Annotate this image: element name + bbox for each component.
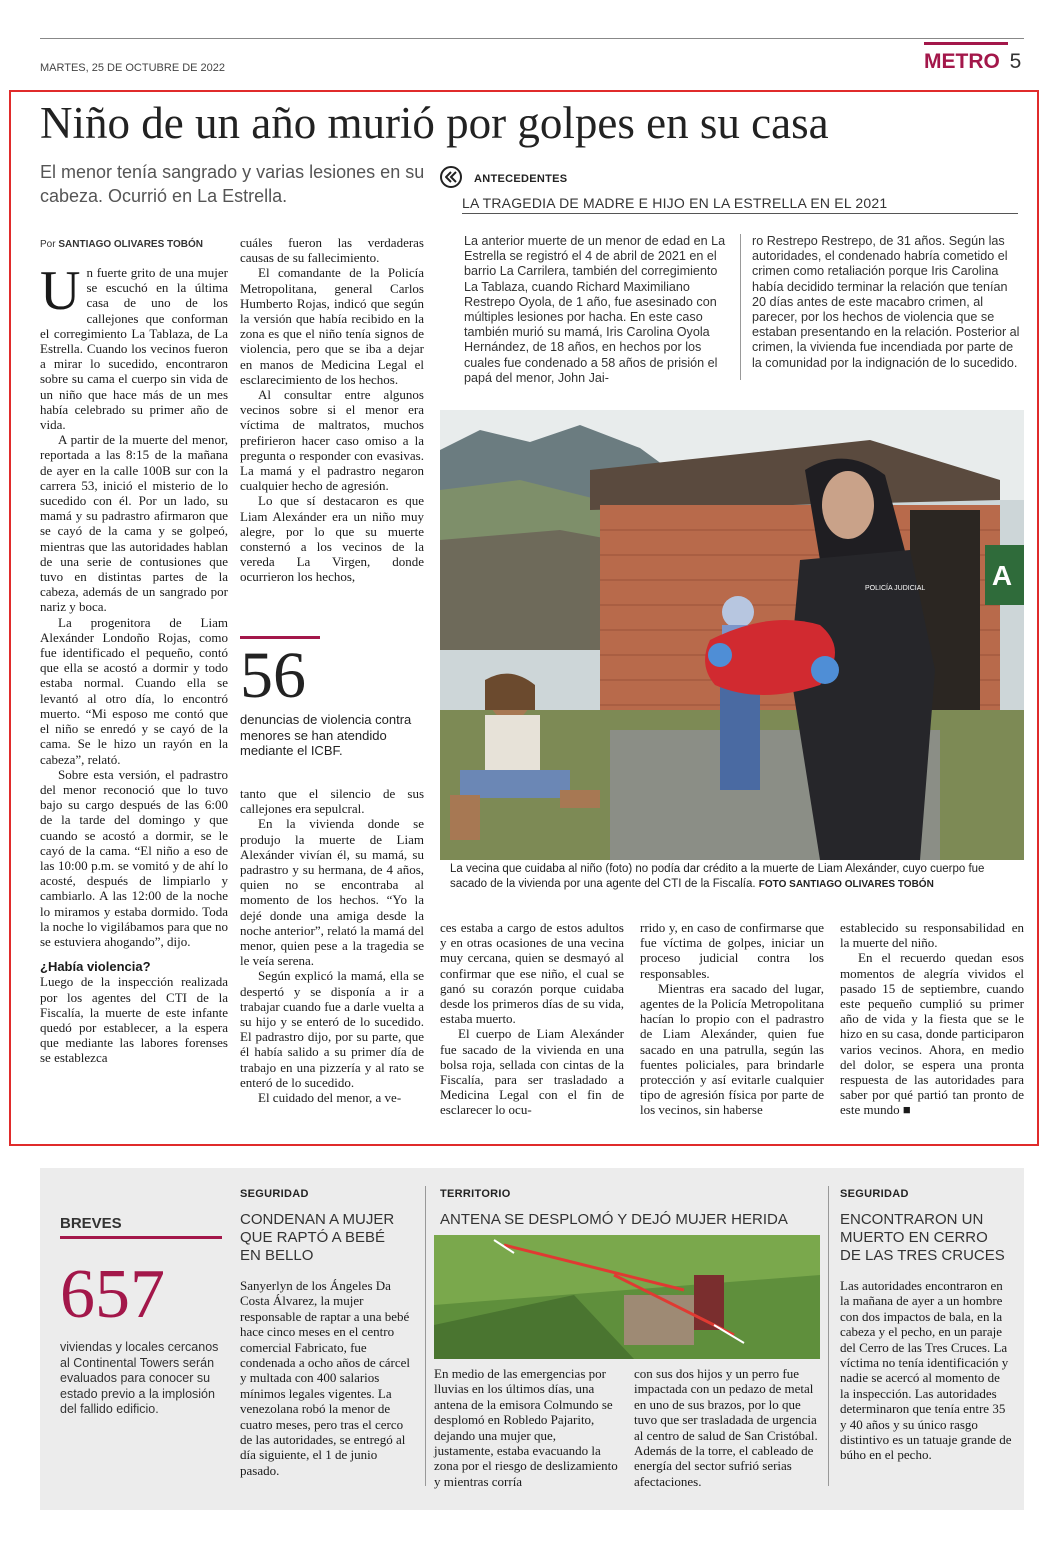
breves-item-3-headline: ENCONTRARON UN MUERTO EN CERRO DE LAS TRES CRUCES [840,1211,1005,1264]
col1-paragraph: Luego de la inspección realizada por los agentes del CTI de la Fiscalía, la muerte de este infante quedó por establecer, a la espera que mediante las labores forenses se establezca [40,974,228,1066]
breves-item-2-body-1: En medio de las emergencias por lluvias en los últimos días, una antena de la emisora Colmundo se desplomó en Robledo Pajarito, dejando una mujer que, justamente, estaba evacuando la zona por el riesgo de deslizamiento y mientras corría [434,1366,618,1489]
antecedentes-kicker: ANTECEDENTES [474,173,568,185]
article-column-1 [40,260,228,1066]
drop-cap: U [40,260,81,322]
col2-paragraph: Lo que sí destacaron es que Liam Alexánder era un niño muy alegre, por lo que su muerte consternó a los vecinos de la vereda La Virgen, donde ocurrieron los hechos, [240,493,424,585]
stat-text: denuncias de violencia contra menores se han atendido mediante el ICBF. [240,712,412,758]
article-column-2-top [240,235,424,585]
breves-divider [425,1186,426,1486]
col2-paragraph: tanto que el silencio de sus callejones era sepulcral. [240,786,424,817]
breves-label: BREVES [60,1215,122,1232]
col1-paragraph: Sobre esta versión, el padrastro del menor reconoció que lo tuvo bajo su cargo después de las 6:00 de la tarde del domingo y que cuando se acostó a dormir, se le cayó de la cama. “El niño a eso de las 10:00 p.m. se vomitó y de ahí lo acosté, después de limpiarlo y cambiarlo. A las 12:00 de la noche lo miramos y estaba dormido. Toda la noche lo vigilábamos para que no se estuviera ahogando”, dijo. [40,766,228,949]
article-column-5 [840,920,1024,1118]
antecedentes-icon [440,166,462,188]
article-column-3 [440,920,624,1118]
col4-paragraph: rrido y, en caso de confirmarse que fue víctima de golpes, iniciar un proceso judicial contra los responsables. [640,920,824,981]
header-date: MARTES, 25 DE OCTUBRE DE 2022 [40,62,226,74]
breves-item-2-body-2: con sus dos hijos y un perro fue impactada con un pedazo de metal en uno de sus brazos, por lo que tuvo que ser trasladada de urgencia al centro de salud de San Cristóbal. Además de la torre, el cableado de energía del sector sufrió serias afectaciones. [634,1366,818,1489]
breves-item-2-headline: ANTENA SE DESPLOMÓ Y DEJÓ MUJER HERIDA [440,1211,788,1228]
section-name: METRO [924,50,1000,73]
col4-paragraph: Mientras era sacado del lugar, agentes de la Policía Metropolitana hacían lo propio con el padrastro de Liam Alexánder, quien fue sacado en una patrulla, según las fuentes policiales, para brindarle protección y así evitarle cualquier tipo de agresión física por parte de los vecinos, sin haberse [640,980,824,1118]
subhead: ¿Había violencia? [40,959,151,975]
col3-paragraph: El cuerpo de Liam Alexánder fue sacado de la vivienda en una bolsa roja, sellada con cintas de la Fiscalía, para ser trasladado a Medicina Legal con el fin de esclarecer lo ocu- [440,1026,624,1118]
breves-item-1-body: Sanyerlyn de los Ángeles Da Costa Álvarez, la mujer responsable de raptar a una bebé hace cinco meses en el centro comercial Fabricato, fue condenada a ocho años de cárcel y multada con 400 salarios mínimos legales vigentes. La venezolana robó la menor de cuatro meses, pero tras el cerco de las autoridades, se entregó al día siguiente, el 1 de junio pasado. [240,1278,410,1478]
main-photo [440,410,1024,860]
article-column-4 [640,920,824,1118]
article-subtitle: El menor tenía sangrado y varias lesiones en su cabeza. Ocurrió en La Estrella. [40,162,425,206]
section-label [924,50,1021,74]
col2-paragraph: El comandante de la Policía Metropolitana, general Carlos Humberto Rojas, indicó que según la versión que había recibido en la zona es que el niño tenía signos de violencia, pero que se iba a dejar en manos de Medicina Legal el esclarecimiento de los hechos. [240,265,424,387]
article-column-2-bottom [240,786,424,1105]
col3-paragraph: ces estaba a cargo de estos adultos y en otras ocasiones de una vecina muy cercana, quien se desmayó al confirmar que ese niño, el cual se ganó su corazón porque cuidaba desde los primeros días de su vida, estaba muerto. [440,920,624,1027]
byline-author: SANTIAGO OLIVARES TOBÓN [58,239,203,250]
photo-vest-text: POLICÍA JUDICIAL [865,585,926,592]
photo-scene [440,410,1024,860]
breves-rule [60,1236,222,1239]
antenna-photo [434,1235,820,1359]
breves-divider [828,1186,829,1486]
byline [40,239,203,250]
col1-paragraph: n fuerte grito de una mujer se escuchó en la última casa de uno de los callejones que conforman el corregimiento La Tablaza, de La Estrella. Cuando los vecinos fueron a mirar lo sucedido, encontraron sobre su cama el cuerpo sin vida de un niño que hace más de un mes había celebrado su primer año de vida. [40,265,228,433]
col2-paragraph: Según explicó la mamá, ella se despertó y se disponía a ir a trabajar cuando fue a darle vuelta a su hijo y se enteró de lo sucedido. El padrastro dijo, por su parte, que él había salido a su primer día de trabajo en una pizzería y al rato se enteró de lo sucedido. [240,968,424,1090]
breves-item-1-kicker: SEGURIDAD [240,1188,309,1200]
header-rule [40,38,1024,39]
photo-caption [450,862,1020,892]
caption-text: La vecina que cuidaba al niño (foto) no podía dar crédito a la muerte de Liam Alexánder, cuyo cuerpo fue sacado de la vivienda por una agente del CTI de la Fiscalía. [450,863,985,890]
breves-item-3-kicker: SEGURIDAD [840,1188,909,1200]
col1-paragraph: A partir de la muerte del menor, reportada a las 8:15 de la mañana de ayer en la calle 100B sur con la carrera 53, inició el misterio de lo sucedido con él. Por un lado, su mamá y su padrastro afirmaron que se cayó de la cama y se golpeó, mientras que las autoridades hablan de una serie de contusiones que tuvo en distintas partes de la cabeza, además de un sangrado por nariz y boca. [40,432,228,615]
stat-number: 56 [240,639,306,712]
antenna-scene [434,1235,820,1359]
page-number: 5 [1009,50,1022,73]
breves-stat-text: viviendas y locales cercanos al Continental Towers serán evaluados para conocer su estado previo a la implosión del fallido edificio. [60,1340,219,1416]
col2-paragraph: En la vivienda donde se produjo la muerte de Liam Alexánder vivían él, su mamá, su padrastro y su hermana, de 4 años, quien no se encontraba al momento de los hechos. “Yo la dejé donde una amiga desde la noche anterior”, relató la mamá del menor, quien pese a la tragedia se le veía serena. [240,816,424,969]
photo-sign-letter: A [991,560,1013,591]
antecedentes-col-1: La anterior muerte de un menor de edad en La Estrella se registró el 4 de abril de 2021 en el barrio La Carrilera, también del corregimiento La Tablaza, cuando Richard Maximiliano Restrepo Oyola, de 1 año, fue asesinado con múltiples lesiones por hacha. En este caso también murió su mamá, Iris Carolina Oyola Hernández, de 18 años, en hechos por los cuales fue condenado a 58 años de prisión el papá del menor, John Jai- [464,234,726,385]
col5-text: En el recuerdo quedan esos momentos de alegría vividos el pasado 15 de septiembre, cuando este pequeño cumplió su primer año de vida y la fiesta que se le hizo en su casa, donde participaron varios vecinos. Ahora, en medio del dolor, se espera una pronta respuesta de las autoridades para saber por qué partió tan pronto de este mundo [840,950,1024,1118]
breves-stat-number: 657 [60,1256,165,1333]
col1-paragraph: La progenitora de Liam Alexánder Londoño Rojas, como fue identificado el pequeño, contó que ella se acostó a dormir y todo estaba normal. Cuando ella se levantó al otro día, lo encontró muerto. “Mi esposo me contó que el niño se enredó y se cayó de la cama. Se le hizo un rayón en la cabeza”, relató. [40,614,228,767]
byline-prefix: Por [40,239,56,250]
antecedentes-headline: LA TRAGEDIA DE MADRE E HIJO EN LA ESTRELLA EN EL 2021 [462,195,888,211]
antecedentes-divider [740,234,741,380]
col5-paragraph: establecido su responsabilidad en la muerte del niño. [840,920,1024,951]
breves-item-3-body: Las autoridades encontraron en la mañana de ayer a un hombre con dos impactos de bala, en la cabeza y el pecho, en un paraje del Cerro de las Tres Cruces. La víctima no tenía identificación y nadie se acercó al momento de la inspección. Las autoridades determinaron que tenía entre 35 y 40 años y su único rasgo distintivo es un tatuaje grande de búho en el pecho. [840,1278,1012,1463]
col5-paragraph [840,950,1024,1117]
col2-paragraph: cuáles fueron las verdaderas causas de su fallecimiento. [240,235,424,266]
end-mark: ■ [902,1102,911,1118]
col2-paragraph: Al consultar entre algunos vecinos sobre si el menor era víctima de maltratos, muchos prefirieron hacer caso omiso a la pregunta o responder con evasivas. La mamá y el padrastro negaron cualquier hecho de agresión. [240,387,424,494]
col2-paragraph: El cuidado del menor, a ve- [258,1090,402,1106]
antecedentes-rule [462,213,1018,214]
breves-item-2-kicker: TERRITORIO [440,1188,511,1200]
article-title: Niño de un año murió por golpes en su casa [40,98,829,148]
photo-credit: FOTO SANTIAGO OLIVARES TOBÓN [758,879,934,890]
breves-item-1-headline: CONDENAN A MUJER QUE RAPTÓ A BEBÉ EN BELLO [240,1211,395,1264]
section-label-bar [924,42,1008,45]
antecedentes-col-2: ro Restrepo Restrepo, de 31 años. Según las autoridades, el condenado habría cometido el crimen como retaliación porque Iris Carolina había decidido terminar la relación que tenían 20 días antes de este macabro crimen, al parecer, por los hechos de violencia que se estaban presentando en la relación. Posterior al crimen, la vivienda fue incendiada por parte de la comunidad por la indignación de lo sucedido. [752,234,1020,370]
